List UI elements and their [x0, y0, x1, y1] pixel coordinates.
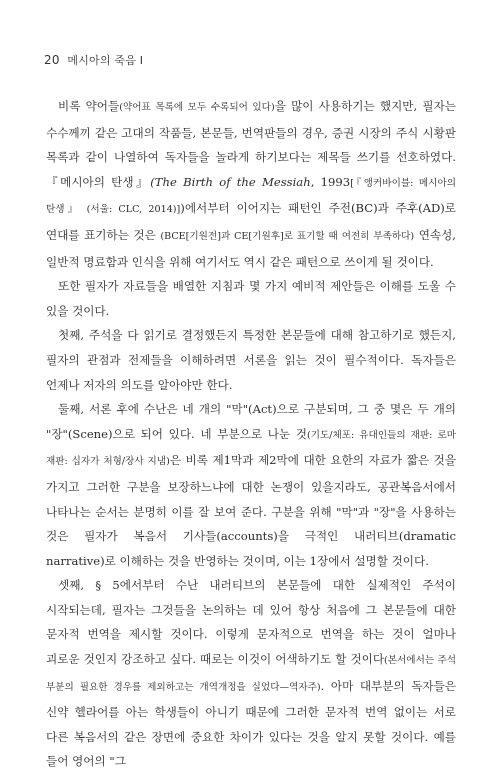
paragraph-5 [46, 573, 456, 774]
page-number: 20 [44, 53, 60, 67]
text-run-small: (BCE[기원전]과 CE[기원후]로 표기할 때 여전히 부족하다) [160, 230, 415, 242]
body-text [46, 94, 456, 774]
text-run: . 아마 대부분의 독자들은 신약 헬라어를 아는 학생들이 아니기 때문에 그러한 문자적 번역 없이는 서로 다른 복음서의 같은 장면에 중요한 차이가 있다는 것을 알지 못할 것이다. 예를 들어 영어의 "그 [46, 678, 456, 769]
text-run: 을 많이 사용하기는 했지만, 필자는 수수께끼 같은 고대의 작품들, 본문들, 번역판들의 경우, 증권 시장의 주식 시황판 목록과 같이 나열하여 독자들을 놀라게 하기보다는 제목들 쓰기를 선호하였다. 『메시아의 탄생』 [46, 99, 456, 189]
text-run: 둘째, 서론 후에 수난은 네 개의 "막"(Act)으로 구분되며, 그 중 몇은 두 개의 "장"(Scene)으로 되어 있다. 네 부분으로 나눈 것 [46, 402, 456, 441]
text-run: , 1993 [310, 174, 351, 189]
running-header [44, 52, 143, 68]
running-title: 메시아의 죽음 I [67, 54, 144, 67]
text-run-small: (약어표 목록에 모두 수록되어 있다) [119, 102, 275, 113]
paragraph-2: 또한 필자가 자료들을 배열한 지침과 몇 가지 예비적 제안들은 이해를 도울 수 있을 것이다. [46, 279, 456, 318]
text-run: 은 비록 제1막과 제2막에 대한 요한의 자료가 짧은 것을 가지고 그러한 구분을 보장하느냐에 대한 논쟁이 있을지라도, 공관복음서에서 나타나는 순서는 분명히 이를 잘 보여 준다. 구분을 위해 "막"과 "장"을 사용하는 것은 필자가 복음서 기사들(accounts)을 극적인 내러티브(dramatic narrative)로 이해하는 것을 반영하는 것이며, 이는 1장에서 설명할 것이다. [46, 453, 456, 568]
text-run-small: [『앵커바이블: 메시아의 탄생』 (서울: CLC, 2014)] [46, 177, 456, 216]
text-run-italic: (The Birth of the Messiah [150, 174, 311, 189]
text-run: 연속성, 일반적 명료함과 인식을 위해 여기서도 역시 같은 패턴으로 쓰이게 될 것이다. [46, 227, 456, 269]
text-run: 비록 약어들 [58, 99, 120, 113]
text-run-small: (기도/체포: 유대인들의 재판: 로마 재판: 십자가 처형/장사 지냄) [46, 429, 456, 468]
text-run: )에서부터 이어지는 패턴인 주전(BC)과 주후(AD)로 연대를 표기하는 것은 [46, 201, 456, 242]
paragraph-4 [46, 397, 456, 573]
text-run: 셋째, § 5에서부터 수난 내러티브의 본문들에 대한 실제적인 주석이 시작되는데, 필자는 그것들을 논의하는 데 있어 항상 처음에 그 본문들에 대한 문자적 번역을 제시할 것이다. 이렇게 문자적으로 번역을 하는 것이 얼마나 괴로운 것인지 강조하고 싶다. 때로는 이것이 어색하기도 할 것이다 [46, 578, 456, 667]
paragraph-3: 첫째, 주석을 다 읽기로 결정했든지 특정한 본문들에 대해 참고하기로 했든지, 필자의 관점과 전제들을 이해하려면 서론을 읽는 것이 필수적이다. 독자들은 언제나 저자의 의도를 알아야만 한다. [46, 328, 456, 392]
text-run-small: (본서에서는 주석 부분의 필요한 경우를 제외하고는 개역개정을 실었다—역자주) [46, 655, 457, 693]
paragraph-1 [46, 94, 456, 274]
